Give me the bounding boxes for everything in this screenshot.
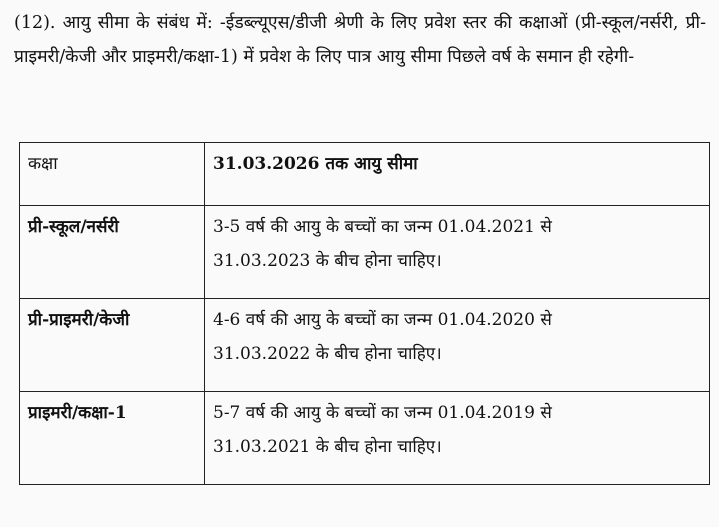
intro-text: आयु सीमा के संबंध में: -ईडब्ल्यूएस/डीजी श्रेणी के लिए प्रवेश स्तर की कक्षाओं (प्री-स्कूल/नर्सरी, प्री-प्राइमरी/केजी और प्राइमरी/कक्षा-1) में प्रवेश के लिए पात्र आयु सीमा पिछले वर्ष के समान ही रहेगी- — [14, 13, 706, 67]
clause-number: (12). — [14, 13, 56, 33]
age-rule-line1: 4-6 वर्ष की आयु के बच्चों का जन्म 01.04.2020 से — [213, 310, 552, 330]
intro-paragraph — [14, 6, 706, 74]
age-rule-line1: 5-7 वर्ष की आयु के बच्चों का जन्म 01.04.2019 से — [213, 403, 552, 423]
row-class-name: प्री-स्कूल/नर्सरी — [20, 206, 205, 299]
age-rule-line1: 3-5 वर्ष की आयु के बच्चों का जन्म 01.04.2021 से — [213, 217, 552, 237]
table-row — [20, 299, 710, 392]
row-age-rule — [205, 299, 710, 392]
age-rule-line2: 31.03.2022 के बीच होना चाहिए। — [213, 344, 442, 364]
table-header-row — [20, 143, 710, 206]
table-row — [20, 206, 710, 299]
row-age-rule — [205, 392, 710, 485]
age-rule-line2: 31.03.2023 के बीच होना चाहिए। — [213, 251, 442, 271]
table-row — [20, 392, 710, 485]
row-age-rule — [205, 206, 710, 299]
header-class: कक्षा — [20, 143, 205, 206]
age-limit-table — [19, 142, 710, 485]
row-class-name: प्राइमरी/कक्षा-1 — [20, 392, 205, 485]
row-class-name: प्री-प्राइमरी/केजी — [20, 299, 205, 392]
header-age-limit: 31.03.2026 तक आयु सीमा — [205, 143, 710, 206]
age-rule-line2: 31.03.2021 के बीच होना चाहिए। — [213, 437, 442, 457]
